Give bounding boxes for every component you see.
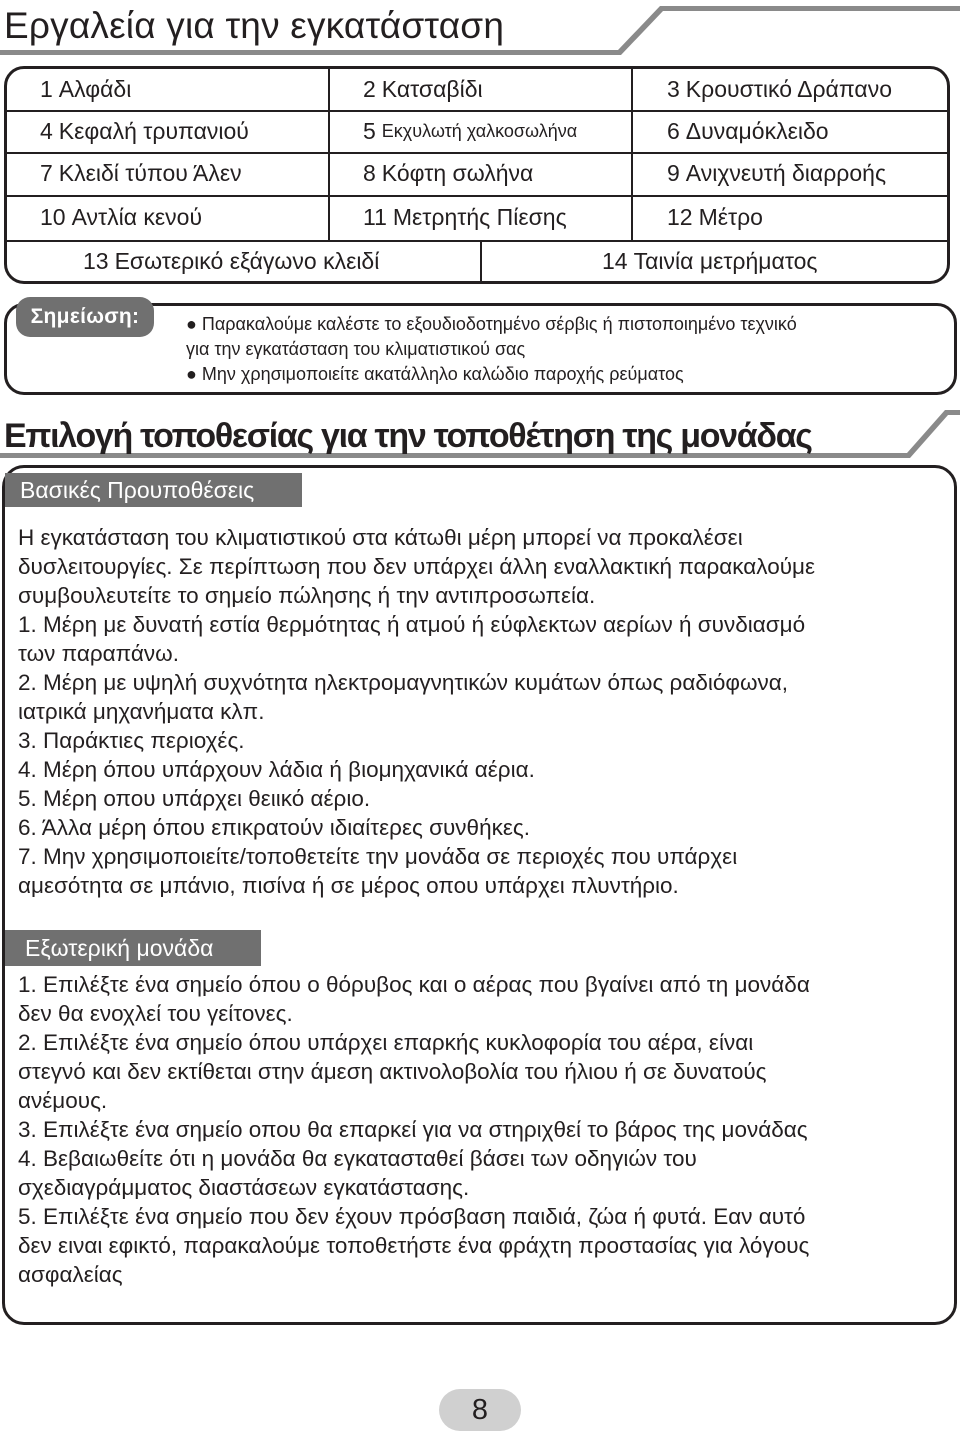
tool-cell: 6 Δυναμόκλειδο — [667, 117, 829, 144]
outdoor-unit-text — [18, 970, 810, 1289]
tool-cell: 13 Εσωτερικό εξάγωνο κλειδί — [7, 240, 482, 283]
text-line: 2. Μέρη με υψηλή συχνότητα ηλεκτρομαγνητικών κυμάτων όπως ραδιόφωνα, — [18, 670, 789, 695]
tools-row — [7, 195, 947, 242]
tools-row — [7, 240, 947, 283]
tools-row — [7, 69, 947, 112]
page-number: 8 — [439, 1389, 521, 1431]
tool-cell: 5 Εκχυλωτή χαλκοσωλήνα — [330, 110, 633, 152]
text-line: ασφαλείας — [18, 1262, 123, 1287]
text-line: σχεδιαγράμματος διαστάσεων εγκατάστασης. — [18, 1175, 470, 1200]
basic-conditions-text — [18, 523, 815, 900]
note-line: ● Μην χρησιμοποιείτε ακατάλληλο καλώδιο παροχής ρεύματος — [186, 364, 684, 384]
text-line: 3. Επιλέξτε ένα σημείο οπου θα επαρκεί για να στηριχθεί το βάρος της μονάδας — [18, 1117, 808, 1142]
text-line: δεν θα ενοχλεί του γείτονες. — [18, 1001, 293, 1026]
tools-row — [7, 152, 947, 197]
tools-section-title: Εργαλεία για την εγκατάσταση — [4, 5, 505, 46]
text-line: 7. Μην χρησιμοποιείτε/τοποθετείτε την μονάδα σε περιοχές που υπάρχει — [18, 844, 738, 869]
text-line: στεγνό και δεν εκτίθεται στην άμεση ακτινολοβολία του ήλιου ή σε δυνατούς — [18, 1059, 767, 1084]
text-line: 5. Επιλέξτε ένα σημείο που δεν έχουν πρόσβαση παιδιά, ζώα ή φυτά. Εαν αυτό — [18, 1204, 806, 1229]
text-line: 5. Μέρη οπου υπάρχει θειικό αέριο. — [18, 786, 371, 811]
text-line: 1. Επιλέξτε ένα σημείο όπου ο θόρυβος και ο αέρας που βγαίνει από τη μονάδα — [18, 972, 810, 997]
basic-conditions-label: Βασικές Προυποθέσεις — [5, 473, 302, 507]
tool-cell: 2 Κατσαβίδι — [330, 69, 633, 110]
text-line: δυσλειτουργίες. Σε περίπτωση που δεν υπάρχει άλλη εναλλακτική παρακαλούμε — [18, 554, 816, 579]
note-line: για την εγκατάσταση του κλιματιστικού σας — [186, 339, 526, 359]
text-line: 3. Παράκτιες περιοχές. — [18, 728, 245, 753]
tool-cell: 4 Κεφαλή τρυπανιού — [7, 110, 330, 152]
text-line: δεν ειναι εφικτό, παρακαλούμε τοποθετήστε ένα φράχτη προστασίας για λόγους — [18, 1233, 810, 1258]
tools-row — [7, 110, 947, 154]
text-line: ανέμους. — [18, 1088, 108, 1113]
tool-cell: 14 Ταινία μετρήματος — [602, 248, 818, 274]
text-line: 4. Βεβαιωθείτε ότι η μονάδα θα εγκατασταθεί βάσει των οδηγιών του — [18, 1146, 697, 1171]
tool-cell: 7 Κλειδί τύπου Άλεν — [7, 152, 330, 195]
note-label: Σημείωση: — [16, 297, 154, 337]
text-line: 2. Επιλέξτε ένα σημείο όπου υπάρχει επαρκής κυκλοφορία του αέρα, είναι — [18, 1030, 754, 1055]
text-line: συμβουλευτείτε το σημείο πώλησης ή την αντιπροσωπεία. — [18, 583, 596, 608]
tools-table — [4, 66, 950, 284]
text-line: Η εγκατάσταση του κλιματιστικού στα κάτωθι μέρη μπορεί να προκαλέσει — [18, 525, 743, 550]
tool-cell: 10 Αντλία κενού — [7, 195, 330, 240]
text-line: 4. Μέρη όπου υπάρχουν λάδια ή βιομηχανικά αέρια. — [18, 757, 535, 782]
text-line: 6. Άλλα μέρη όπου επικρατούν ιδιαίτερες συνθήκες. — [18, 815, 530, 840]
tool-cell: 11 Μετρητής Πίεσης — [330, 195, 633, 240]
text-line: 1. Μέρη με δυνατή εστία θερμότητας ή ατμού ή εύφλεκτων αερίων ή συνδιασμό — [18, 612, 806, 637]
tool-cell: 8 Κόφτη σωλήνα — [330, 152, 633, 195]
location-section-title: Επιλογή τοποθεσίας για την τοποθέτηση της μονάδας — [4, 417, 812, 455]
text-line: ιατρικά μηχανήματα κλπ. — [18, 699, 265, 724]
text-line: των παραπάνω. — [18, 641, 179, 666]
tool-cell: 1 Αλφάδι — [7, 69, 330, 110]
text-line: αμεσότητα σε μπάνιο, πισίνα ή σε μέρος οπου υπάρχει πλυντήριο. — [18, 873, 679, 898]
tool-cell: 9 Ανιχνευτή διαρροής — [667, 160, 887, 186]
note-line: ● Παρακαλούμε καλέστε το εξουδιοδοτημένο σέρβις ή πιστοποιημένο τεχνικό — [186, 314, 797, 334]
tool-cell: 12 Μέτρο — [667, 204, 763, 230]
tool-cell: 3 Κρουστικό Δράπανο — [667, 76, 892, 102]
outdoor-unit-label: Εξωτερική μονάδα — [5, 930, 261, 966]
